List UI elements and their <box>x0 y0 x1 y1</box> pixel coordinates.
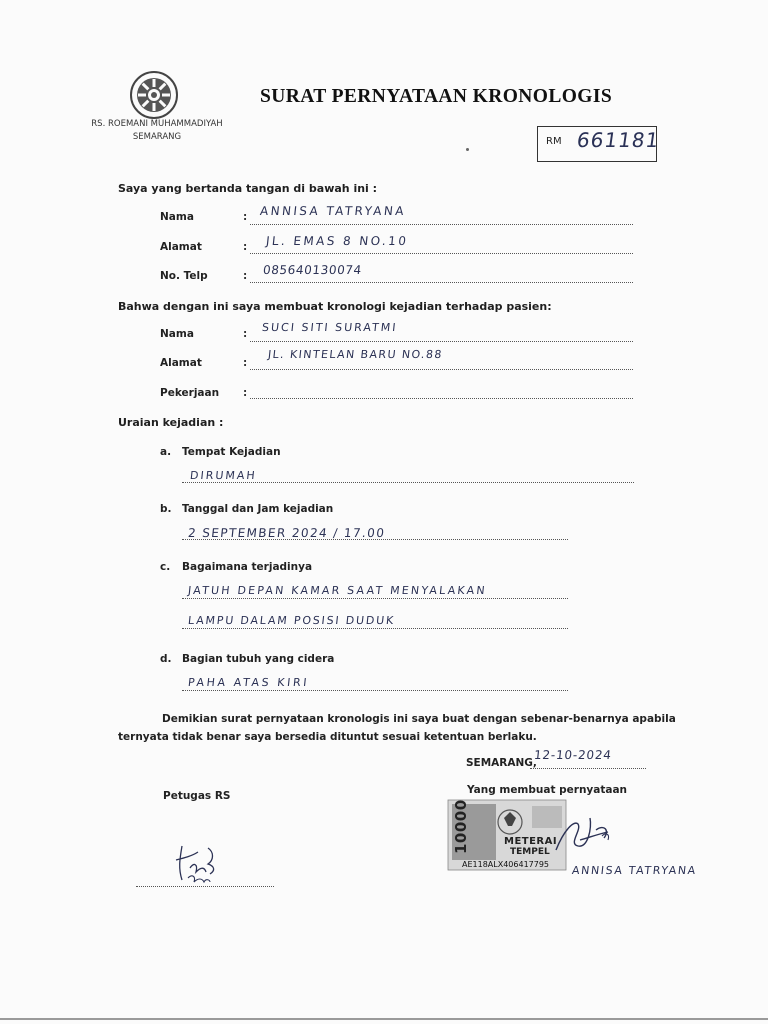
colon: : <box>243 241 248 253</box>
colon: : <box>243 270 248 282</box>
dotted-line <box>182 628 568 629</box>
declarant-name-value: ANNISA TATRYANA <box>259 204 407 218</box>
document-title: SURAT PERNYATAAN KRONOLOGIS <box>260 86 613 107</box>
patient-name-label: Nama <box>160 328 194 340</box>
date-value: 12-10-2024 <box>533 748 613 762</box>
item-c-value-line2: LAMPU DALAM POSISI DUDUK <box>187 614 396 627</box>
dotted-line <box>250 253 633 254</box>
item-c-marker: c. <box>160 561 171 573</box>
place-label: SEMARANG, <box>466 757 537 769</box>
item-a-value: DIRUMAH <box>189 469 258 482</box>
stamp-word2: TEMPEL <box>510 847 550 857</box>
stamp-serial: AE118ALX406417795 <box>462 860 550 869</box>
colon: : <box>243 328 248 340</box>
declarant-address-value: JL. EMAS 8 NO.10 <box>265 234 410 248</box>
stamp-value: 10000 <box>452 799 470 854</box>
patient-name-value: SUCI SITI SURATMI <box>261 321 399 334</box>
hospital-name-line: RS. ROEMANI MUHAMMADIYAH <box>91 119 223 129</box>
stamp-word1: METERAI <box>504 836 558 847</box>
colon: : <box>243 387 248 399</box>
rm-label: RM <box>546 136 562 147</box>
dotted-line <box>250 369 633 370</box>
declarant-phone-value: 085640130074 <box>262 263 363 277</box>
dotted-line <box>136 886 274 887</box>
incident-heading: Uraian kejadian : <box>118 416 224 429</box>
closing-statement-line2: ternyata tidak benar saya bersedia dituntut sesuai ketentuan berlaku. <box>118 731 537 743</box>
hospital-name <box>82 118 232 144</box>
patient-intro: Bahwa dengan ini saya membuat kronologi kejadian terhadap pasien: <box>118 300 552 313</box>
officer-signature-icon <box>170 838 230 888</box>
declarant-name-label: Nama <box>160 211 194 223</box>
item-d-value: PAHA ATAS KIRI <box>187 676 310 689</box>
dotted-line <box>250 398 633 399</box>
patient-address-value: JL. KINTELAN BARU NO.88 <box>267 348 444 361</box>
item-b-marker: b. <box>160 503 172 515</box>
item-a-marker: a. <box>160 446 172 458</box>
declarant-phone-label: No. Telp <box>160 270 208 282</box>
rm-value: 661181 <box>575 128 662 152</box>
page-edge <box>0 1018 768 1020</box>
signer-name: ANNISA TATRYANA <box>571 864 698 877</box>
patient-job-label: Pekerjaan <box>160 387 220 399</box>
hospital-logo-icon <box>129 70 179 120</box>
patient-address-label: Alamat <box>160 357 202 369</box>
speck <box>466 148 469 151</box>
dotted-line <box>182 482 634 483</box>
item-a-label: Tempat Kejadian <box>182 446 281 458</box>
declarant-address-label: Alamat <box>160 241 202 253</box>
item-d-marker: d. <box>160 653 172 665</box>
item-c-value-line1: JATUH DEPAN KAMAR SAAT MENYALAKAN <box>187 584 488 597</box>
item-b-value: 2 SEPTEMBER 2024 / 17.00 <box>187 526 387 540</box>
item-c-label: Bagaimana terjadinya <box>182 561 313 573</box>
dotted-line <box>250 224 633 225</box>
hospital-city: SEMARANG <box>132 132 182 142</box>
colon: : <box>243 357 248 369</box>
declarant-signature-icon <box>548 810 618 866</box>
dotted-line <box>182 598 568 599</box>
dotted-line <box>250 282 633 283</box>
dotted-line <box>250 341 633 342</box>
item-b-label: Tanggal dan Jam kejadian <box>182 503 334 515</box>
officer-label: Petugas RS <box>163 790 231 802</box>
item-d-label: Bagian tubuh yang cidera <box>182 653 335 665</box>
closing-statement-line1: Demikian surat pernyataan kronologis ini saya buat dengan sebenar-benarnya apabila <box>162 713 676 725</box>
declarant-intro: Saya yang bertanda tangan di bawah ini : <box>118 182 378 195</box>
colon: : <box>243 211 248 223</box>
dotted-line <box>182 539 568 540</box>
dotted-line <box>182 690 568 691</box>
declarant-signature-label: Yang membuat pernyataan <box>467 784 628 796</box>
dotted-line <box>530 768 646 769</box>
